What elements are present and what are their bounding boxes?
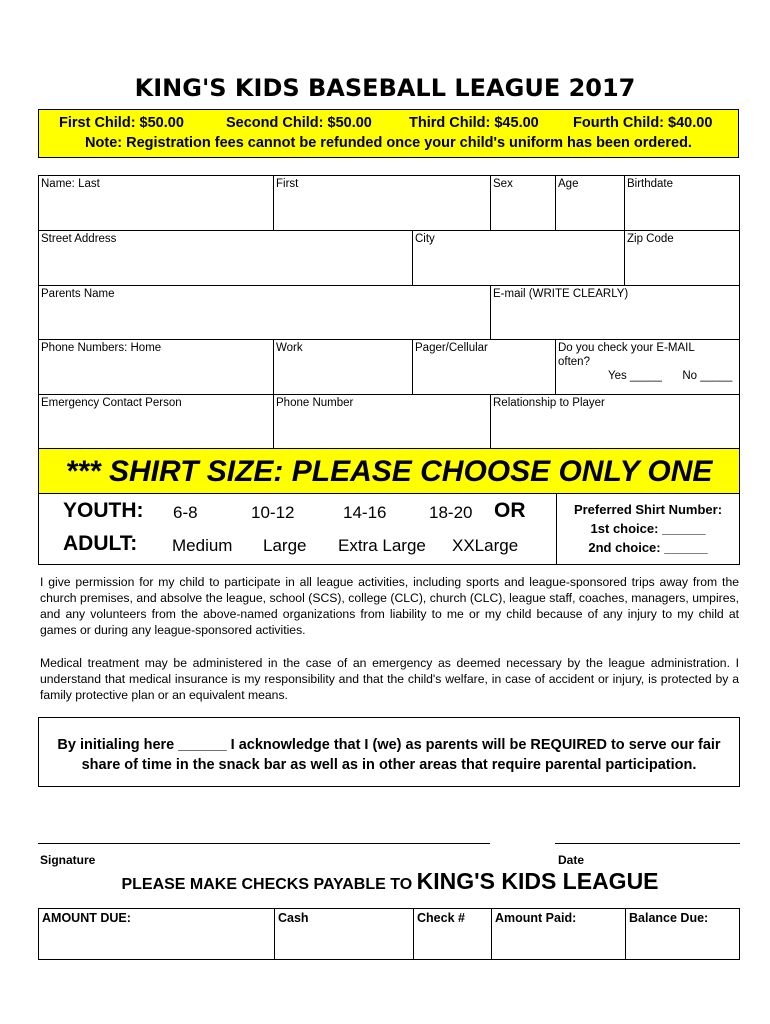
cash-label: Cash	[278, 911, 309, 925]
adult-size-option[interactable]: Large	[263, 536, 307, 555]
payee-name: KING'S KIDS LEAGUE	[416, 868, 659, 894]
relationship-label: Relationship to Player	[493, 397, 605, 409]
check-number-field[interactable]	[413, 909, 491, 959]
work-phone-label: Work	[276, 342, 303, 354]
preferred-shirt-number	[556, 494, 739, 564]
relationship-field[interactable]	[490, 394, 739, 448]
emergency-contact-label: Emergency Contact Person	[41, 397, 182, 409]
zip-code-label: Zip Code	[627, 233, 674, 245]
adult-label: ADULT:	[63, 532, 138, 555]
first-choice-field[interactable]: 1st choice: ______	[590, 521, 706, 536]
street-address-field[interactable]	[38, 230, 412, 285]
youth-label: YOUTH:	[63, 499, 144, 522]
street-address-label: Street Address	[41, 233, 117, 245]
city-field[interactable]	[412, 230, 624, 285]
payable-to-text: PLEASE MAKE CHECKS PAYABLE TO	[121, 876, 413, 893]
fee-second-child: Second Child: $50.00	[226, 115, 372, 131]
date-label: Date	[558, 853, 585, 867]
check-number-label: Check #	[417, 911, 465, 925]
preferred-shirt-label: Preferred Shirt Number:	[573, 502, 723, 517]
emergency-contact-field[interactable]	[38, 394, 273, 448]
birthdate-label: Birthdate	[627, 178, 674, 190]
email-no-option[interactable]: No _____	[682, 370, 733, 382]
adult-size-option[interactable]: Medium	[172, 536, 233, 555]
second-choice-field[interactable]: 2nd choice: ______	[588, 540, 708, 555]
date-line[interactable]	[555, 843, 740, 844]
emergency-phone-label: Phone Number	[276, 397, 354, 409]
sex-field[interactable]	[490, 175, 555, 230]
shirt-size-box	[38, 494, 740, 565]
amount-paid-label: Amount Paid:	[495, 911, 577, 925]
shirt-size-heading: *** SHIRT SIZE: PLEASE CHOOSE ONLY ONE	[38, 448, 740, 494]
youth-size-option[interactable]: 10-12	[251, 503, 295, 522]
cash-field[interactable]	[274, 909, 413, 959]
signature-line[interactable]	[38, 843, 490, 844]
amount-due-label: AMOUNT DUE:	[42, 911, 131, 925]
refund-note: Note: Registration fees cannot be refunded once your child's uniform has been ordered.	[85, 135, 692, 151]
or-label: OR	[494, 499, 526, 522]
parent-participation-box[interactable]: By initialing here ______ I acknowledge that I (we) as parents will be REQUIRED to serve our fair share of time in the snack bar as well as in other areas that require parental participation.	[38, 717, 740, 787]
parents-name-label: Parents Name	[41, 288, 115, 300]
zip-code-field[interactable]	[624, 230, 739, 285]
fee-third-child: Third Child: $45.00	[409, 115, 539, 131]
amount-due-field[interactable]	[39, 909, 274, 959]
last-name-field[interactable]	[38, 175, 273, 230]
checks-payable-line	[0, 868, 770, 895]
youth-size-option[interactable]: 14-16	[343, 503, 387, 522]
email-label: E-mail (WRITE CLEARLY)	[493, 288, 629, 300]
birthdate-field[interactable]	[624, 175, 739, 230]
payment-table	[38, 908, 740, 960]
youth-size-option[interactable]: 6-8	[173, 503, 198, 522]
first-name-label: First	[276, 178, 299, 190]
fee-schedule-box	[38, 109, 739, 158]
last-name-label: Name: Last	[41, 178, 100, 190]
adult-size-option[interactable]: XXLarge	[452, 536, 519, 555]
emergency-phone-field[interactable]	[273, 394, 490, 448]
fee-fourth-child: Fourth Child: $40.00	[573, 115, 713, 131]
medical-paragraph: Medical treatment may be administered in the case of an emergency as deemed necessary by the league administration. I understand that medical insurance is my responsibility and that the child's welfare, in case of accident or injury, is protected by a family protective plan or an equivalent means.	[40, 656, 739, 702]
form-title: KING'S KIDS BASEBALL LEAGUE 2017	[134, 74, 636, 102]
balance-due-label: Balance Due:	[629, 911, 709, 925]
work-phone-field[interactable]	[273, 339, 412, 394]
age-label: Age	[558, 178, 579, 190]
parents-name-field[interactable]	[38, 285, 490, 339]
registration-grid	[38, 175, 740, 448]
sex-label: Sex	[493, 178, 513, 190]
amount-paid-field[interactable]	[491, 909, 625, 959]
email-field[interactable]	[490, 285, 739, 339]
pager-cellular-label: Pager/Cellular	[415, 342, 488, 354]
email-yes-option[interactable]: Yes _____	[608, 370, 662, 382]
first-name-field[interactable]	[273, 175, 490, 230]
balance-due-field[interactable]	[625, 909, 739, 959]
check-email-question: Do you check your E-MAIL often?	[558, 342, 695, 368]
fee-first-child: First Child: $50.00	[59, 115, 184, 131]
age-field[interactable]	[555, 175, 624, 230]
signature-label: Signature	[40, 853, 96, 867]
youth-size-option[interactable]: 18-20	[429, 503, 473, 522]
home-phone-field[interactable]	[38, 339, 273, 394]
check-email-field[interactable]	[555, 339, 739, 394]
permission-paragraph: I give permission for my child to participate in all league activities, including sports and league-sponsored trips away from the church premises, and absolve the league, school (SCS), college (CLC), church (CLC), league staff, coaches, managers, umpires, and any volunteers from the above-named organizations from liability to me or my child because of any injury to my child at games or during any league-sponsored activities.	[40, 575, 739, 637]
pager-cellular-field[interactable]	[412, 339, 555, 394]
adult-size-option[interactable]: Extra Large	[338, 536, 426, 555]
city-label: City	[415, 233, 435, 245]
home-phone-label: Phone Numbers: Home	[41, 342, 162, 354]
